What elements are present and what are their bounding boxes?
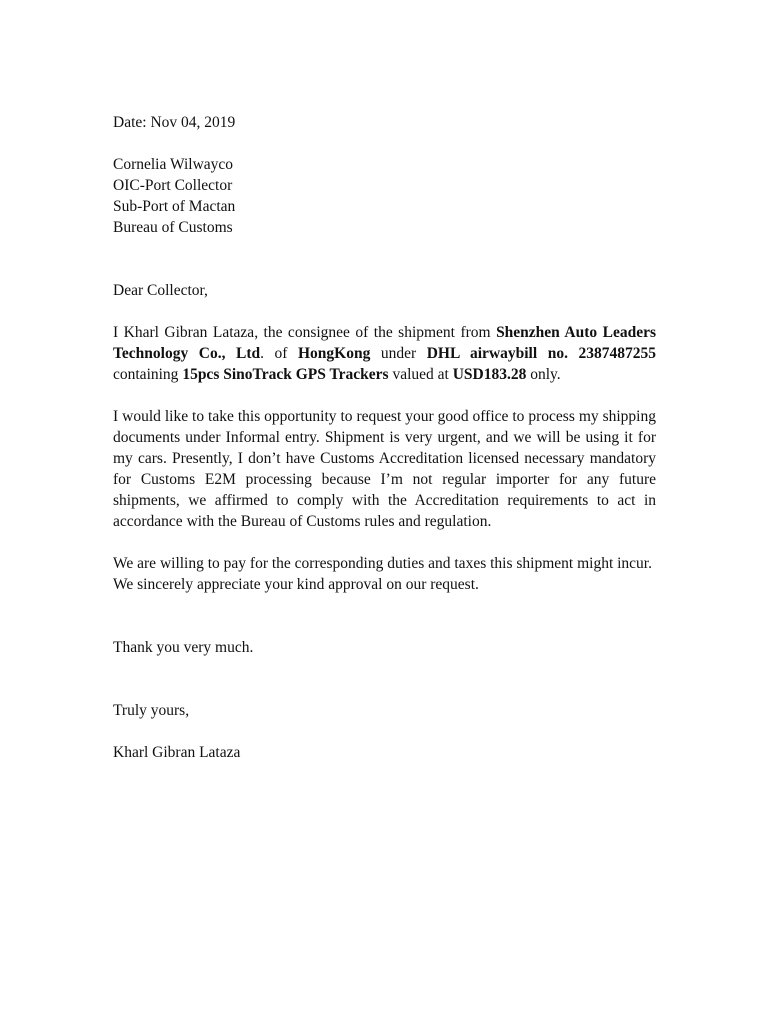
paragraph-duties: We are willing to pay for the corresponding duties and taxes this shipment might incur. (113, 555, 652, 572)
airwaybill-number: DHL airwaybill no. 2387487255 (426, 345, 656, 362)
paragraph-request: I would like to take this opportunity to request your good office to process my shipping documents under Informal entry. Shipment is very urgent, and we will be using it for my cars. Presently, I don’t have Customs Accreditation licensed necessary mandatory for Customs E2M processing because I’m not regular importer for any future shipments, we affirmed to comply with the Accreditation requirements to act in accordance with the Bureau of Customs rules and regulation. (113, 408, 656, 530)
p1-text-4: containing (113, 366, 183, 383)
paragraph-appreciation: We sincerely appreciate your kind approval on our request. (113, 576, 479, 593)
salutation: Dear Collector, (113, 282, 208, 299)
p1-text-2: . of (260, 345, 298, 362)
thank-you-line: Thank you very much. (113, 639, 254, 656)
shipment-value: USD183.28 (452, 366, 527, 383)
shipment-contents: 15pcs SinoTrack GPS Trackers (182, 366, 389, 383)
recipient-title: OIC-Port Collector (113, 177, 233, 194)
recipient-office: Sub-Port of Mactan (113, 198, 236, 215)
recipient-bureau: Bureau of Customs (113, 219, 233, 236)
letter-date: Date: Nov 04, 2019 (113, 114, 236, 131)
origin-country: HongKong (298, 345, 371, 362)
shipper-name: Shenzhen Auto Leaders Technology Co., Ltd (113, 324, 656, 362)
paragraph-consignee (113, 322, 656, 385)
recipient-address (113, 154, 656, 238)
p1-text-3: under (370, 345, 427, 362)
recipient-name: Cornelia Wilwayco (113, 156, 234, 173)
p1-text-1: I Kharl Gibran Lataza, the consignee of the shipment from (113, 324, 497, 341)
p1-text-6: only. (526, 366, 561, 383)
signature-name: Kharl Gibran Lataza (113, 744, 241, 761)
letter-page (113, 112, 656, 763)
closing-line: Truly yours, (113, 702, 190, 719)
p1-text-5: valued at (388, 366, 453, 383)
